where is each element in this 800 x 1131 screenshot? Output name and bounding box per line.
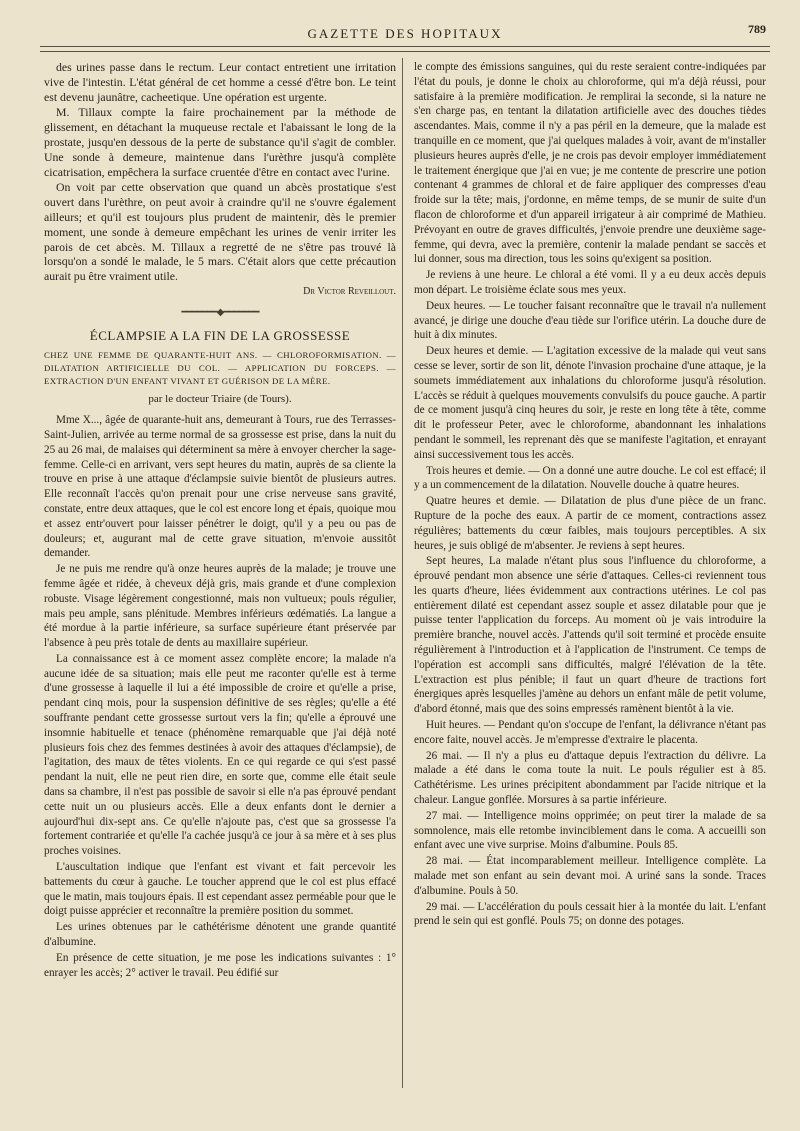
body-paragraph: 26 mai. — Il n'y a plus eu d'attaque depuis l'extraction du délivre. La malade a été dans le coma toute la nuit. Le pouls régulier est à 85. Cathétérisme. Les urines précipitent abondamment par l'acide nitrique et la chaleur. Langue gonflée. Morsures à sa partie inférieure. xyxy=(414,749,766,807)
body-paragraph: 29 mai. — L'accélération du pouls cessait hier à la montée du lait. L'enfant prend le sein qui est gonflé. Pouls 75; on donne des potages. xyxy=(414,900,766,928)
body-paragraph: L'auscultation indique que l'enfant est vivant et fait percevoir les battements du cœur à gauche. Le toucher apprend que le col est plus effacé que le matin, mais toujours épais. Il est cependant assez perméable pour que le doigt puisse apprécier et reconnaître la première position du sommet. xyxy=(44,861,396,918)
intro-paragraph: des urines passe dans le rectum. Leur contact entretient une irritation vive de l'intestin. L'état général de cet homme a cessé d'être bon. Le teint est devenu jaunâtre, cacheetique. Une opération est urgente. xyxy=(44,60,396,104)
page-header xyxy=(40,20,770,47)
intro-paragraph: On voit par cette observation que quand un abcès prostatique s'est ouvert dans l'urèthre, on peut avoir à craindre qu'il ne s'ouvre également ailleurs; et qu'il est toujours plus prudent de maintenir, dès le premier moment, une sonde à demeure empêchant les urines de venir irriter les parois de cet abcès. M. Tillaux a regretté de ne s'être pas trouvé là lorsqu'on a sondé le malade, le 5 mars. C'était alors que cette précaution aurait pu être vraiment utile. xyxy=(44,180,396,284)
header-rule xyxy=(40,51,770,52)
article-subtitle: CHEZ UNE FEMME DE QUARANTE-HUIT ANS. — CHLOROFORMISATION. — DILATATION ARTIFICIELLE DU COL. — APPLICATION DU FORCEPS. — EXTRACTION D'UN ENFANT VIVANT ET GUÉRISON DE LA MÈRE. xyxy=(44,350,396,387)
body-paragraph: En présence de cette situation, je me pose les indications suivantes : 1° enrayer les accès; 2° activer le travail. Peu édifié sur xyxy=(44,951,396,979)
page-number: 789 xyxy=(748,22,766,36)
body-paragraph: Deux heures. — Le toucher faisant reconnaître que le travail n'a nullement avancé, je dirige une douche d'eau tiède sur l'orifice utérin. La douche dure de huit à dix minutes. xyxy=(414,299,766,342)
body-paragraph: le compte des émissions sanguines, qui du reste seraient contre-indiquées par l'état du pouls, je donne le choix au chloroforme, qui m'a déjà réussi, pour satisfaire à la première modification. Je remplirai la seconde, si la nature ne s'en charge pas, en tentant la dilatation artificielle avec des douches tièdes ascendantes. Mais, comme il n'y a pas péril en la demeure, que la malade est tranquille en ce moment, que j'ai quelques malades à voir, avant de m'installer plusieurs heures auprès d'elle, je ne crois pas devoir employer immédiatement le traitement énergique que j'ai en vue; je me contente de prescrire une potion contenant 4 grammes de chloral et de faire appliquer des compresses d'eau froide sur la tête; mais, j'ordonne, en même temps, de se munir de suite d'un flacon de chloroforme et d'un appareil irrigateur à air comprimé de Mathieu. Prévoyant en outre de graves difficultés, j'envoie prendre une deuxième sage-femme, qui devra, avec la première, contenir la malade pendant se saccès et lui donner, sous ma direction, tous les soins qu'exigent sa position. xyxy=(414,61,766,266)
body-paragraph: Je ne puis me rendre qu'à onze heures auprès de la malade; je trouve une femme âgée et ridée, à cheveux déjà gris, mais grande et d'une complexion robuste. Visage légèrement congestionné, mais non vultueux; pouls régulier, mais peu ample, sans plénitude. Membres inférieurs œdématiés. La langue a été mordue à la partie inférieure, sa surface supérieure étant préservée par l'absence à peu près totale de dents au maxillaire supérieur. xyxy=(44,563,396,650)
author-signature: Dr Victor Reveillout. xyxy=(303,285,396,297)
section-separator: ━━━━━━━◆━━━━━━━ xyxy=(181,306,259,318)
body-paragraph: Je reviens à une heure. Le chloral a été vomi. Il y a eu deux accès depuis mon départ. Le troisième éclate sous mes yeux. xyxy=(414,269,766,296)
body-paragraph: 27 mai. — Intelligence moins opprimée; on peut tirer la malade de sa somnolence, mais elle retombe invinciblement dans le coma. A accueilli son enfant avec une vive surprise. Moins d'albumine. Pouls 85. xyxy=(414,809,766,852)
intro-paragraph: M. Tillaux compte la faire prochainement par la méthode de glissement, en détachant la muqueuse rectale et l'abaissant le long de la prostate, jusqu'en dessous de la perte de substance qu'il s'agit de combler. Une sonde à demeure, maintenue dans l'urèthre jusqu'à complète cicatrisation, empêchera la surface cruentée d'être en contact avec l'urine. xyxy=(44,105,396,179)
article-title: ÉCLAMPSIE A LA FIN DE LA GROSSESSE xyxy=(89,327,351,343)
journal-title: GAZETTE DES HOPITAUX xyxy=(307,26,503,41)
right-column xyxy=(414,60,766,930)
left-column xyxy=(44,60,396,981)
body-paragraph: Deux heures et demie. — L'agitation excessive de la malade qui veut sans cesse se lever, sortir de son lit, dénote l'invasion prochaine d'une attaque, je la soumets immédiatement aux inhalations du chloroforme jusqu'à résolution. L'accès se réduit à quelques mouvements convulsifs du pouce gauche. A partir de ce moment jusqu'à cinq heures du soir, je reste en long tête à tête, comme dit le professeur Peter, avec le chloroforme, abandonnant les inhalations pendant le sommeil, les reprenant dès que se manifeste l'agitation, et enrayant ainsi successivement tous les accès. xyxy=(414,345,766,461)
body-paragraph: Sept heures, La malade n'étant plus sous l'influence du chloroforme, a éprouvé pendant mon absence une série d'attaques. Celles-ci reviennent tous les quarts d'heure, liées évidemment aux contractions utérines. Le col pas entièrement dilaté est cependant assez souple et assez dilatable pour que je puisse tenter l'application du forceps. Au moment où je vais introduire la première branche, nouvel accès. J'attends qu'il soit terminé et procède ensuite régulièrement à l'introduction et à l'application de l'instrument. Ce temps de l'opération est accompli sans difficultés, malgré l'élévation de la tête. L'extraction est plus pénible; il faut un quart d'heure de tractions fort énergiques après lesquelles j'amène au dehors un enfant mâle de petit volume, d'abord étonné, mais que des soins empressés ramènent bientôt à la vie. xyxy=(414,555,766,716)
body-paragraph: Quatre heures et demie. — Dilatation de plus d'une pièce de un franc. Rupture de la poche des eaux. A partir de ce moment, contractions assez régulières; battements du cœur faibles, mais toujours perceptibles. A six heures, je suis obligé de m'absenter. Je reviens à sept heures. xyxy=(414,495,766,552)
body-paragraph: 28 mai. — État incomparablement meilleur. Intelligence complète. La malade met son enfant au sein devant moi. A uriné sans la sonde. Traces d'albumine. Pouls à 50. xyxy=(414,855,766,897)
column-divider xyxy=(402,58,403,1088)
article-author: par le docteur Triaire (de Tours). xyxy=(148,393,292,406)
body-paragraph: Les urines obtenues par le cathétérisme dénotent une grande quantité d'albumine. xyxy=(44,921,396,949)
body-paragraph: Huit heures. — Pendant qu'on s'occupe de l'enfant, la délivrance n'étant pas encore faite, nouvel accès. Je m'empresse d'extraire le placenta. xyxy=(414,719,766,746)
body-paragraph: Trois heures et demie. — On a donné une autre douche. Le col est effacé; il y a un commencement de la dilatation. Nouvelle douche à quatre heures. xyxy=(414,464,766,492)
body-paragraph: Mme X..., âgée de quarante-huit ans, demeurant à Tours, rue des Terrasses-Saint-Julien, arrivée au terme normal de sa grossesse est prise, dans la nuit du 25 au 26 mai, de malaises qui déterminent sa mère à envoyer chercher la sage-femme. Celle-ci en arrivant, vers sept heures du matin, auprès de sa cliente la trouve en prise à une attaque d'éclampsie suivie bientôt de plusieurs autres. Elle reconnaît l'accès qu'on prenait pour une crise nerveuse sans gravité, constate, entre deux attaques, que le col est encore long et épais, quoique mou et assez entr'ouvert pour laisser pénétrer le doigt, qu'il y a peu ou pas de douleurs; et, augurant mal de cette grave situation, m'envoie aussitôt demander. xyxy=(44,414,396,560)
body-paragraph: La connaissance est à ce moment assez complète encore; la malade n'a aucune idée de sa situation; mais elle peut me raconter qu'elle est à terme d'une grossesse à laquelle il lui a été impossible de croire et qu'elle a prise, pendant cinq mois, pour la suspension définitive de ses règles; qu'elle a été souffrante pendant cette grossesse surtout vers la fin; qu'elle a éprouvé une insomnie habituelle et tenace (phénomène remarquable que j'ai déjà noté plusieurs fois chez des femmes destinées à avoir des attaques d'éclampsie), de l'agitation, des maux de têtes violents. En ce qui regarde ce qui s'est passé pendant la nuit, elle ne peut rien dire, en sorte que, comme elle était seule dans sa chambre, il n'est pas possible de savoir si elle n'a pas éprouvé pendant cette nuit un ou plusieurs accès. Elle a deux enfants dont le dernier a aujourd'hui dix-sept ans. Ce qu'elle n'ajoute pas, c'est que sa grossesse l'a fortement contrariée et qu'elle l'a cachée jusqu'à ce jour à sa mère et à ses plus proches voisines. xyxy=(44,652,396,858)
